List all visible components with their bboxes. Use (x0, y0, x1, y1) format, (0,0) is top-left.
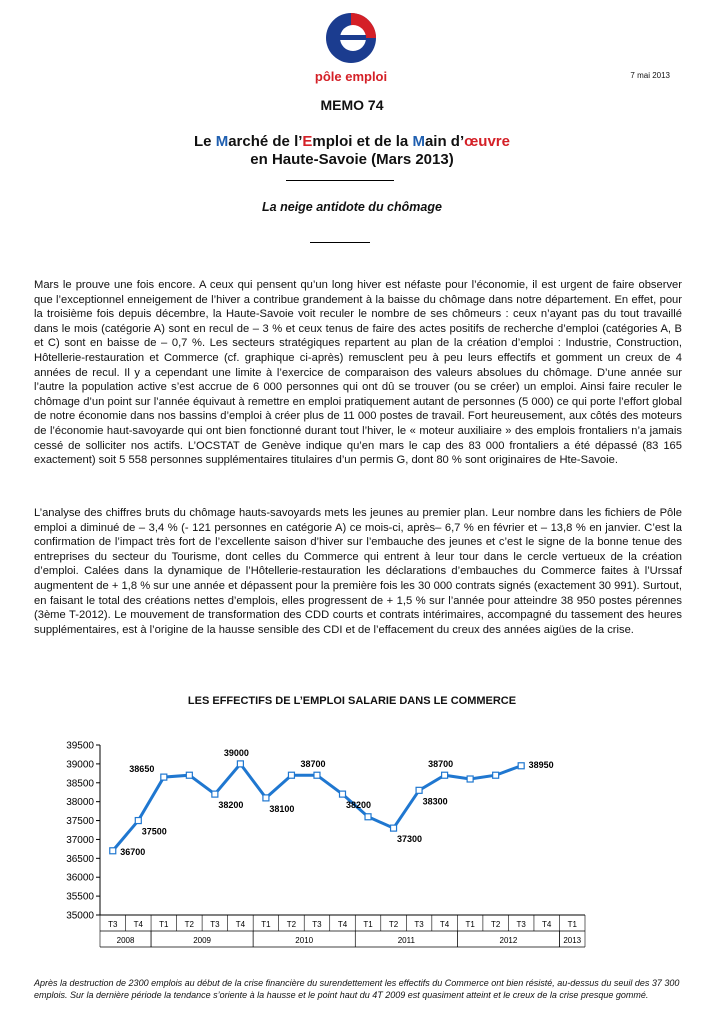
y-tick-label: 35500 (66, 891, 94, 903)
title-line-1: Le Marché de l’Emploi et de la Main d’œuvre (194, 133, 510, 150)
x-tick-label: T1 (261, 920, 271, 929)
subtitle-divider (310, 242, 370, 243)
data-label: 38300 (422, 796, 448, 807)
x-tick-label: T4 (235, 920, 246, 929)
x-tick-label: T3 (210, 920, 220, 929)
data-point (110, 848, 116, 854)
data-point (416, 787, 422, 793)
data-point (186, 772, 192, 778)
data-label: 38200 (345, 800, 372, 811)
y-tick-label: 36000 (66, 872, 94, 884)
x-tick-label: T1 (465, 920, 475, 929)
year-label: 2008 (116, 936, 135, 945)
y-tick-label: 38000 (66, 797, 94, 809)
data-point (493, 772, 499, 778)
data-label: 36700 (120, 846, 146, 857)
year-label: 2011 (397, 936, 415, 945)
data-label: 38950 (528, 759, 554, 770)
x-tick-label: T1 (567, 920, 577, 929)
y-tick-label: 37000 (66, 834, 94, 846)
data-label: 38650 (129, 764, 155, 775)
data-point (518, 763, 524, 769)
document-title (0, 133, 704, 169)
y-tick-label: 35000 (66, 910, 94, 922)
document-date: 7 mai 2013 (630, 71, 670, 80)
data-point (391, 825, 397, 831)
x-tick-label: T1 (363, 920, 373, 929)
chart-caption: Après la destruction de 2300 emplois au début de la crise financière du surendettement les effectifs du Commerce ont bien résisté, au-dessus du seuil des 37 300 emplois. Sur la dernière période la tendance s’oriente à la hausse et le point haut du 4T 2009 est quasiment atteint et le creux de la crise presque gommé. (34, 978, 680, 1000)
title-divider (286, 180, 394, 181)
y-tick-label: 39500 (66, 740, 94, 752)
y-tick-label: 39000 (66, 759, 94, 771)
x-tick-label: T3 (108, 920, 118, 929)
chart-title: LES EFFECTIFS DE L’EMPLOI SALARIE DANS LE COMMERCE (187, 695, 517, 707)
x-tick-label: T3 (516, 920, 526, 929)
logo-text: pôle emploi (314, 69, 388, 84)
data-point (161, 774, 167, 780)
memo-number: MEMO 74 (320, 97, 384, 113)
y-tick-label: 38500 (66, 778, 94, 790)
x-tick-label: T3 (414, 920, 424, 929)
data-label: 39000 (223, 747, 249, 758)
data-label: 38700 (428, 759, 454, 770)
data-point (467, 776, 473, 782)
data-point (365, 814, 371, 820)
x-tick-label: T4 (133, 920, 143, 929)
data-point (237, 761, 243, 767)
x-tick-label: T2 (388, 920, 399, 929)
data-point (442, 772, 448, 778)
document-subtitle: La neige antidote du chômage (262, 200, 442, 214)
data-point (340, 791, 346, 797)
commerce-employment-chart (40, 735, 600, 955)
year-label: 2010 (295, 936, 314, 945)
year-label: 2012 (499, 936, 518, 945)
y-tick-label: 36500 (66, 853, 94, 865)
pole-emploi-logo (296, 8, 406, 88)
year-label: 2009 (193, 936, 212, 945)
x-tick-label: T2 (184, 920, 195, 929)
year-label: 2013 (563, 936, 582, 945)
data-label: 38100 (269, 803, 295, 814)
y-tick-label: 37500 (66, 816, 94, 828)
data-label: 38700 (300, 759, 326, 770)
data-point (212, 791, 218, 797)
x-tick-label: T3 (312, 920, 322, 929)
data-point (263, 795, 269, 801)
x-tick-label: T4 (542, 920, 552, 929)
data-point (314, 772, 320, 778)
data-point (288, 772, 294, 778)
data-label: 38200 (218, 800, 244, 811)
paragraph-1: Mars le prouve une fois encore. A ceux qui pensent qu’un long hiver est néfaste pour l’économie, il est urgent de faire observer que l’exceptionnel enneigement de l’hiver a contribue grandement à la baisse du chômage dans notre département. En effet, pour la troisième fois depuis décembre, la Haute-Savoie voit reculer le nombre de ses chômeurs : ceux n’ayant pas du tout travaillé dans le mois (catégorie A) sont en recul de – 3 % et ceux tenus de faire des actes positifs de recherche d’emploi (catégories A, B et C) sont en baisse de – 0,7 %. Les secteurs stratégiques repartent au plan de la création d’emploi : Industrie, Construction, Hôtellerie-restauration et Commerce (cf. graphique ci-après) remusclent peu à peu leurs effectifs et gomment un creux de 4 années de recul. Il y a cependant une limite à l’exercice de comparaison des valeurs absolues du chômage. D’une année sur l’autre la population active s’est accrue de 6 000 personnes qui ont dû se trouver (ou se créer) un emploi. Ainsi faire reculer le chômage d’un point sur l’année équivaut à remettre en emploi pratiquement autant de personnes (5 000) ce qui porte l’effort global de notre économie dans nos bassins d’emploi à créer plus de 11 000 postes de travail. Fort heureusement, aux côtés des moteurs de l’économie haut-savoyarde qui ont bien fonctionné durant tout l’hiver, le « moteur auxiliaire » des emplois frontaliers n’a jamais cessé de solliciter nos actifs. L’OCSTAT de Genève indique qu’en mars le cap des 83 000 frontaliers a été dépassé (83 165 exactement) soit 5 558 personnes supplémentaires titulaires d’un permis G, dont 80 % sont originaires de Hte-Savoie. (34, 279, 682, 467)
paragraph-2: L’analyse des chiffres bruts du chômage hauts-savoyards mets les jeunes au premier plan. Leur nombre dans les fichiers de Pôle emploi a diminué de – 3,4 % (- 121 personnes en catégorie A) ce mois-ci, après– 6,7 % en février et – 13,8 % en janvier. C’est la confirmation de l’impact très fort de l’excellente saison d’hiver sur l’embauche des jeunes et c’est le signe de la bonne tenue des entreprises du secteur du Tourisme, dont celles du Commerce qui entrent à leur tour dans le cercle vertueux de la création d’emploi. Calées dans la dynamique de l’Hôtellerie-restauration les déclarations d’embauches du Commerce faites à l’Urssaf augmentent de + 1,8 % sur une année et dépassent pour la première fois les 30 000 contrats signés (exactement 30 991). Surtout, en faisant le total des créations nettes d’emplois, elles progressent de + 1,5 % sur l’année pour atteindre 38 950 postes pérennes (3ème T-2012). Le mouvement de transformation des CDD courts et contrats intérimaires, accompagné du tassement des heures supplémentaires, est à l’origine de la hausse sensible des CDI et de l’effacement du creux des années aigües de la crise. (34, 507, 682, 636)
x-tick-label: T4 (337, 920, 348, 929)
x-tick-label: T1 (159, 920, 169, 929)
data-label: 37500 (141, 826, 167, 837)
title-line-2: en Haute-Savoie (Mars 2013) (250, 151, 454, 168)
data-label: 37300 (397, 834, 423, 845)
x-tick-label: T2 (490, 920, 501, 929)
data-point (135, 818, 141, 824)
x-tick-label: T2 (286, 920, 297, 929)
x-tick-label: T4 (439, 920, 450, 929)
